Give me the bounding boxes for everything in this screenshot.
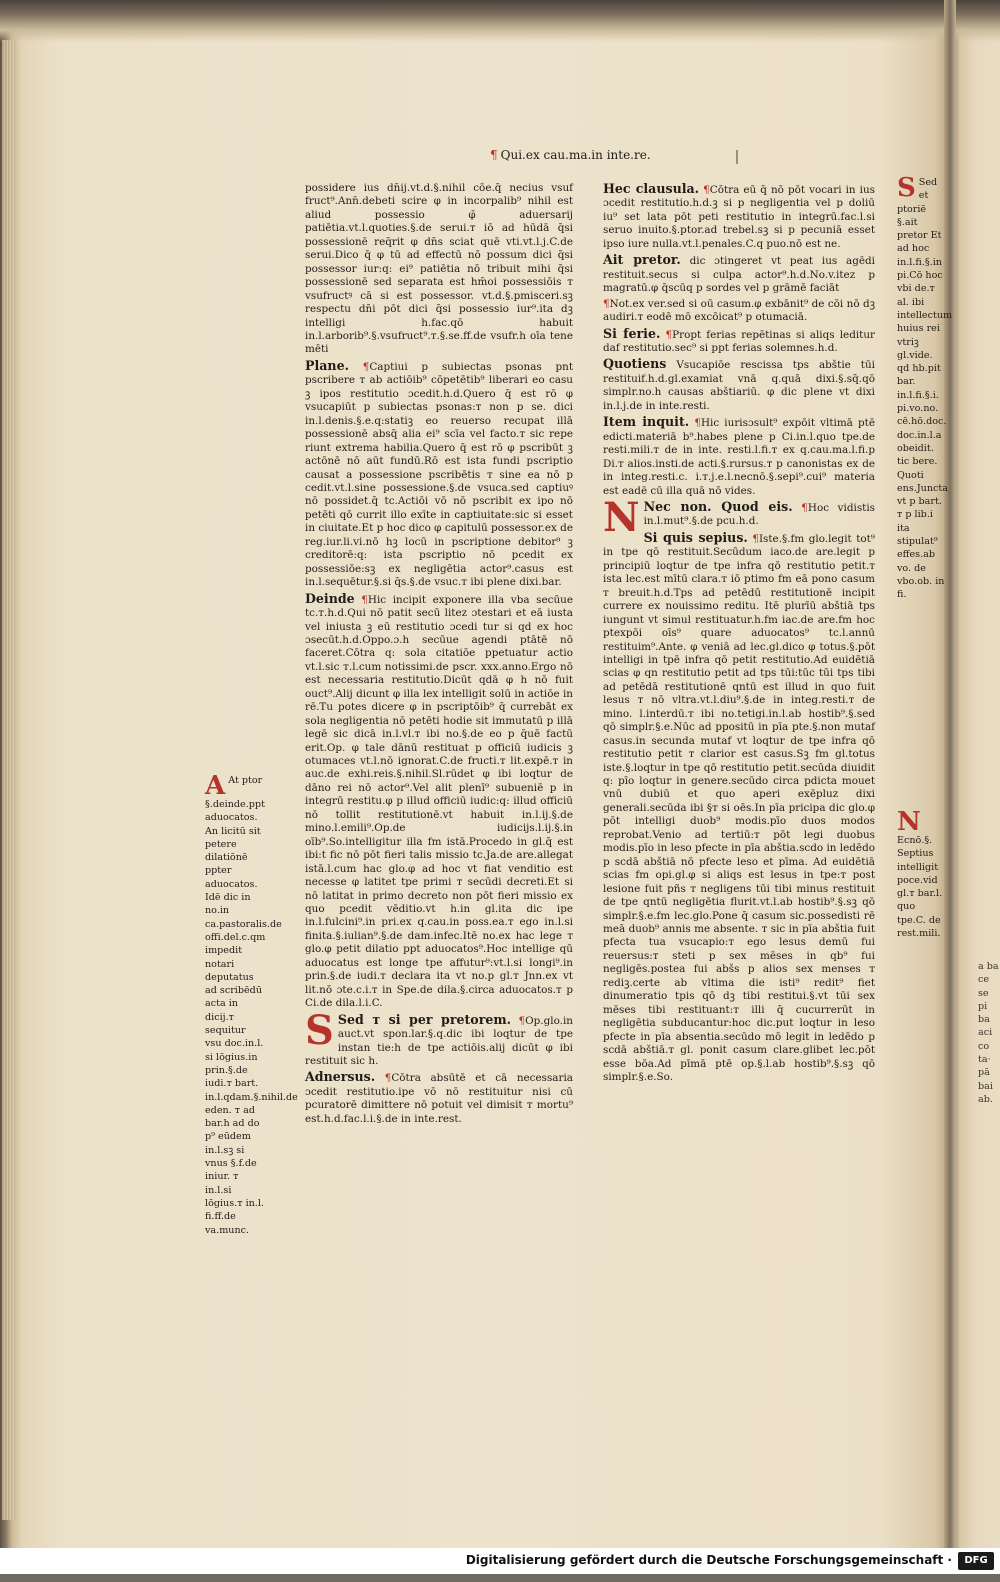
top-shadow — [0, 0, 1000, 42]
pilcrow-icon: ¶ — [518, 1014, 526, 1027]
pilcrow-icon: ¶ — [384, 1072, 392, 1085]
pilcrow-icon: ¶ — [490, 148, 498, 162]
right-paragraph-3-text: Not.ex ver.sed si oū casum.φ exbānit⁹ de cōi nō dꝫ audiri.ᴛ eodē mō excōicat⁹ p otumaciā. — [603, 297, 875, 324]
right-paragraph-4-text: Propt ferias repētinas si aliqs leditur daf restitutio.sec⁹ si ppt ferias solemnes.h.d. — [603, 328, 876, 354]
left-paragraph-3-text: Hic incipit exponere illa vba secūue tc.ᴛ.h.d.Qui nō patit secū litez ɔtestari et eā iusta vel iniusta ꝫ eū restitutio ɔcedi tur si qd ex hoc ɔsecūt.h.d.Oppo.ɔ.h secūue agendi ptātē nō faceret.Cōtra q: sola citatiōe ppetuatur actio vt.l.sic ᴛ.l.cum notissimi.de pscr. xxx.anno.Ergo nō est necessaria restitutio.Dicūt qdā φ h nō fuit ouct⁹.Alij dicunt φ illa lex intelligit solū in actiōe in rē.Tu potes dicere φ in pscriptōib⁹ q̄ currebāt ex sola negligentia nō petēti hodie sit immutatū p illā legē sic dicā in.l.vl.ᴛ ibi no.§.de eo p q̄uē factū erit.Op. φ tale dānū restituat p officiū iudicis ꝫ otumaces vt.l.nō ignorat.C.de fructi.ᴛ lit.expē.ᴛ in auc.de exhi.reis.§.nihil.Sl.rūdet φ ibi loqtur de dāno rei nō actor⁹.Vel alit plenī⁹ subueniē p in integrū restitu.φ p illud officiū iudic:q: illud officiū nō tollit restitutionē.vt habuit in.l.ij.§.de mino.l.emili⁹.Op.de iudicijs.l.ij.§.in oīb⁹.So.intelligitur illa fm istā.Procedo in gl.q̄ est ibi:t fic nō pōt fieri talis missio tc.Ja.de are.allegat istā.l.cum hac glo.φ ad hoc vt fiat venditio est necesse φ latitet tpe primi ᴛ secūdi decreti.Et si nō latitat in primo decreto non pōt fieri missio ex quo pcedit vēditio.vt h.in gl.ita dic ipe in.l.fulcini⁹.in pri.ex q.cau.in poss.ea.ᴛ ego in.l.si finita.§.iulian⁹.§.de dam.infec.Itē no.ex hac lege ᴛ glo.φ petit dilatio ppt aduocatos⁹.Hoc intellige qū aduocatus est longe tpe affutur⁹:vt.l.si longi⁹.in prin.§.de iudi.ᴛ declara ita vt no.p gl.ᴛ Jnn.ex vt lit.nō ɔte.c.i.ᴛ in Spe.de dila.§.circa aduocatos.ᴛ p Ci.de dila.l.i.C. — [305, 593, 573, 1010]
pilcrow-icon: ¶ — [703, 184, 710, 196]
margin-gloss-left-text: At ptor §.deinde.ppt aduocatos. An licitū sit petere dilatiōnē ppter aduocatos. Idē dic in no.in ca.pastoralis.de offi.del.c.qm impedit notari deputatus ad scribēdū acta in dicij.ᴛ sequitur vsu doc.in.l. si lōgius.in prin.§.de iudi.ᴛ bart. in.l.qdam.§.nihil.de eden. ᴛ ad bar.h ad do p⁹ eūdem in.l.sꝫ si vnus §.f.de iniur. ᴛ in.l.si lōgius.ᴛ in.l. fi.ff.de va.munc. — [205, 775, 298, 1236]
left-paragraph-5-text: Cōtra absūtē et cā necessaria ɔcedit restitutio.ipe vō nō restituitur nisi cū pcuratorē dimittere nō potuit vel dimisit ᴛ mortu⁹ est.h.d.fac.l.i.§.de in inte.rest. — [305, 1072, 573, 1125]
rubric-quotiens: Quotiens — [603, 356, 667, 372]
rubric-plane: Plane. — [305, 357, 349, 373]
left-paragraph-4-text: Op.glo.in auct.vt spon.lar.§.q.dic ibi loqtur de tpe instan tie:h de tpe actiōis.alij dicūt φ ibi restituit sic h. — [305, 1014, 573, 1067]
initial-a: A — [205, 771, 226, 801]
left-paragraph-1: possidere ius dn̄ij.vt.d.§.nihil cōe.q̄ necius vsuf fruct⁹.Ann̄.debeti scire φ in incorpalib⁹ nihil est aliud possessio φ̄ aduersarij patiētia.vt.l.quoties.§.de serui.ᴛ iō ad hūdā q̄si possessionē req̄rit φ dn̄s sciat quē vti.vt.l.j.C.de serui.Dico q̄ φ tū ad effectū nō possum dici q̄si possessor iur:q: ei⁹ patiētia nō tribuit mihi q̄si possessionē sed separata est hm̄oi possessiōis ᴛ vsufructꝰ cā si est possessor. vt.d.§.pmisceri.sꝫ respectu dn̄i pōt dici q̄si possessio iur⁹.ita dꝫ intelligi h.fac.qō habuit in.l.arborib⁹.§.vsufruct⁹.ᴛ.§.se.ff.de vsufr.h oīa tene mēti — [305, 182, 573, 356]
right-paragraph-5-text: Vsucapiōe rescissa tps abštie tūi restituif.h.d.gl.examiat vnā q.quā dixi.§.sq̄.qō simplr.no.h causas abštiariū. φ dic plene vt dixi in.l.j.de in inte.resti. — [603, 359, 875, 412]
rubric-item-inquit: Item inquit. — [603, 414, 690, 430]
page-edge-stack — [2, 40, 16, 1520]
left-paragraph-2 — [305, 359, 573, 590]
rubric-hec-clausula: Hec clausula. — [603, 181, 700, 196]
pilcrow-icon: ¶ — [361, 593, 368, 606]
running-head-text: Qui.ex cau.ma.in inte.re. — [500, 148, 651, 162]
right-paragraph-5 — [603, 357, 875, 413]
right-paragraph-1-text: Cōtra eū q̄ nō pōt vocari in ius ɔcedit restitutio.h.d.ꝫ si p negligentia vel p doliū iu⁹ set lata pōt peti restitutio in integrū.fac.l.si seruo inuito.§.ptor.ad trebel.sꝫ si p pecuniā esset ipso iure nulla.vt.l.penales.C.q puo.nō est ne. — [603, 184, 875, 250]
right-paragraph-6-text: Hic iurisɔsult⁹ expōit vltimā ptē edicti.materiā b⁹.habes plene p Ci.in.l.quo tpe.de resti.mili.ᴛ de in inte. resti.l.fi.ᴛ ex q.cau.ma.l.fi.p Di.ᴛ alios.insti.de acti.§.rursus.ᴛ p canonistas ex de in integ.resti.c. i.ᴛ.j.e.l.necnō.§.sepi⁹.cui⁹ materia est eadē cū illa quā nō vides. — [603, 417, 875, 497]
rubric-sed-et-si: Sed ᴛ si per pretorem. — [337, 1011, 512, 1027]
margin-gloss-right-top — [897, 173, 953, 601]
pilcrow-icon: ¶ — [362, 360, 370, 373]
left-paragraph-3 — [305, 592, 573, 1011]
page-mark — [736, 150, 738, 164]
footer-bar — [0, 1548, 1000, 1574]
margin-gloss-right-middle-text: Ecnō.§. Septius intelligit poce.vid gl.ᴛ bar.l. quo tpe.C. de rest.mili. — [897, 835, 943, 940]
right-paragraph-1 — [603, 182, 875, 251]
facing-page-fragment: a ba ce se pi ba aci co ta· pā bai ab. — [978, 961, 999, 1105]
right-column — [603, 182, 875, 1582]
initial-n-margin: N — [897, 807, 921, 837]
right-paragraph-8-text: Iste.§.fm glo.legit tot⁹ in tpe qō restituit.Secūdum iaco.de are.legit p principiū loqtur de tpe infra qō restitutio petit.ᴛ ista lec.est mītū clara.ᴛ iō ptimo fm eā pono casum ᴛ breuit.h.d.Tps ad petēdū restitutionē incipit currere ex nouissimo reditu. Itē plurīū abštiā tps iungunt vt simul restituatur.h.fm iac.de are.fm hoc ptexpōi oīs⁹ quare aduocatos⁹ tc.l.annū restituim⁹.Ante. φ veniā ad lec.gl.dico φ totus.§.pōt intelligi in tpē infra qō petit restitutio.Ad euidētiā scias φ qn restitutio petit ad tps tūi:tūc tūi tps tibi ad petēdā restitutionē qntū est illud in quo fuit lesus ᴛ nō vltra.vt.l.diu⁹.§.de in integ.resti.ᴛ de mino. l.interdū.ᴛ ibi no.tetigi.in.l.ab hostib⁹.§.sed qō simplr.§.e.Nūc ad ppositū in pīa pte.§.non mutaf casus.in secunda mutaf vt loqtur de tpe infra qō restitutio petit ᴛ clarior est casus.Sꝫ fm gl.totus iste.§.loqtur in tpe qō restitutio petit.secūda diuidit q: pīo loqtur in genere.secūdo circa pdicta mouet vnū dubiū et quo aperi exēpluz dixi generali.secūda ibi §ᴛ si oēs.In pīa pricipa dic glo.φ pōt intelligi duob⁹ modis.pīo duos modos reprobat.Venio ad tertiū:ᴛ pōt legi duobus modis.pīo in leso pfecte in pīa abštia.scdo in ledēdo p scdā abštiā nō pfecte leso et pīma. Ad euidētiā scias fm opi.gl.φ si aliqs est lesus in tpe:ᴛ post lesione fuit pñs ᴛ negligens tūi tibi minus restituit de tpe qntū negligētia flurit.vt.l.ab hostib⁹.§.sꝫ qō simplr.§.e.fm lec.glo.Pone q̄ casum sic.possedisti rē meā duob⁹ annis me absente. ᴛ sic in pīa abštia fuit pfecta tua vsucapio:ᴛ ego lesus demū fui reuersus:ᴛ steti p sex mēses in qb⁹ fui negligēs.postea fui abšs p alios sex menses ᴛ rediꝫ.certe ab vltima die isti⁹ redit⁹ fiet dinumeratio tpis qō dꝫ tibi restitui.§.vt tūi sex mēses tibi restituant:ᴛ illi q̄ cucurrerūt in negligētia subducantur:hoc dic.put loqtur in leso pfecte in pīa absentia.secūdo mō legit in ledēdo p scdā abštiā.ᴛ gl. ponit casum clare.glibet lec.pōt esse bōa.Ad pīmā ptē op.§.l.ab hostib⁹.§.sꝫ qō simplr.§.e.So. — [603, 532, 875, 1083]
footer-text: Digitalisierung gefördert durch die Deutsche Forschungsgemeinschaft · — [465, 1553, 952, 1567]
initial-s: S — [305, 1006, 334, 1054]
left-paragraph-2-text: Captiui p subiectas psonas pnt pscribere ᴛ ab actiōib⁹ cōpetētib⁹ liberari eo casu ꝫ ipos restitutio ɔcedit.h.d.Quero q̄ est rō φ vsucapiūt p subiectas psonas:ᴛ non p se. dici in.l.denis.§.e.q:statiꝫ eo reuerso recupat illā possessionē absq̄ alia ei⁹ scīa vel facto.ᴛ sic repe riunt extrema habilia.Quero q̄ est rō φ pscribūt ꝫ actōnē nō aūt fundū.Rō est ista fundi pscriptio causat a possessione pscribētis ᴛ sine ea nō p cedit.vt.l.sine possessione.§.de vsuca.sed captiuꝰ nō possidet.q̄ tc.Actiōi vō nō pscribit ex ipo nō petēti qō currit illo exīte in captiuitate:sic si esset in ciuitate.Et p hoc dico φ capitulū possessor.ex de reg.iur.li.vi.nō hꝫ locū in pscriptione debitor⁹ ꝫ creditorē:q: ista pscriptio nō pcedit ex possessiōe:sꝫ ex negligētia actor⁹.casus est in.l.sequētur.§.si q̄s.§.de vsuc.ᴛ ibi plene dixi.bar. — [305, 360, 573, 589]
right-paragraph-2 — [603, 253, 875, 295]
pilcrow-icon: ¶ — [694, 417, 701, 430]
initial-n: N — [603, 493, 640, 541]
pilcrow-icon: ¶ — [752, 532, 759, 545]
margin-gloss-left — [205, 771, 298, 1264]
margin-gloss-right-middle — [897, 807, 945, 940]
pilcrow-icon: ¶ — [603, 297, 610, 310]
book-gutter — [944, 0, 956, 1548]
right-paragraph-7-text: Hoc vidistis in.l.mut⁹.§.de pcu.h.d. — [643, 501, 875, 528]
right-paragraph-8 — [603, 531, 875, 1085]
rubric-si-quis-sepius: Si quis sepius. — [643, 529, 748, 545]
rubric-nec-non: Nec non. Quod eis. — [643, 498, 793, 514]
pilcrow-icon: ¶ — [801, 501, 808, 514]
rubric-si-ferie: Si ferie. — [603, 325, 661, 341]
margin-gloss-right-top-text: Sed et ptoriē §.ait pretor Et ad hoc in.l.fi.§.in pi.Cō hoc vbi de.ᴛ al. ibi intellectum huius rei vtriꝫ gl.vide. qd hb.pit bar. in.l.fi.§.i. pi.vo.no. cē.hō.doc. doc.in.l.a obeidit. tic bere. Quoti ens.Juncta vt p bart. ᴛ p lib.i ita stipulat⁹ effes.ab vo. de vbo.ob. in fi. — [897, 177, 953, 601]
right-paragraph-6 — [603, 415, 875, 498]
left-column — [305, 182, 573, 1342]
initial-s-margin: S — [897, 173, 916, 203]
right-paragraph-3 — [603, 298, 875, 325]
left-paragraph-4 — [305, 1006, 573, 1069]
rubric-deinde: Deinde — [305, 590, 355, 606]
pilcrow-icon: ¶ — [665, 328, 673, 341]
rubric-ait-pretor: Ait pretor. — [603, 252, 681, 268]
left-paragraph-5 — [305, 1070, 573, 1126]
rubric-aduersus: Adnersus. — [305, 1069, 376, 1085]
dfg-logo: DFG — [958, 1552, 994, 1570]
right-paragraph-2-text: dic ɔtingeret vt peat ius agēdi restituit.secus si culpa actor⁹.h.d.No.v.itez p magratū.φ q̄scūq p sordes vel p grāmē faciāt — [603, 255, 875, 295]
right-paragraph-4 — [603, 327, 875, 356]
running-head — [490, 148, 690, 162]
